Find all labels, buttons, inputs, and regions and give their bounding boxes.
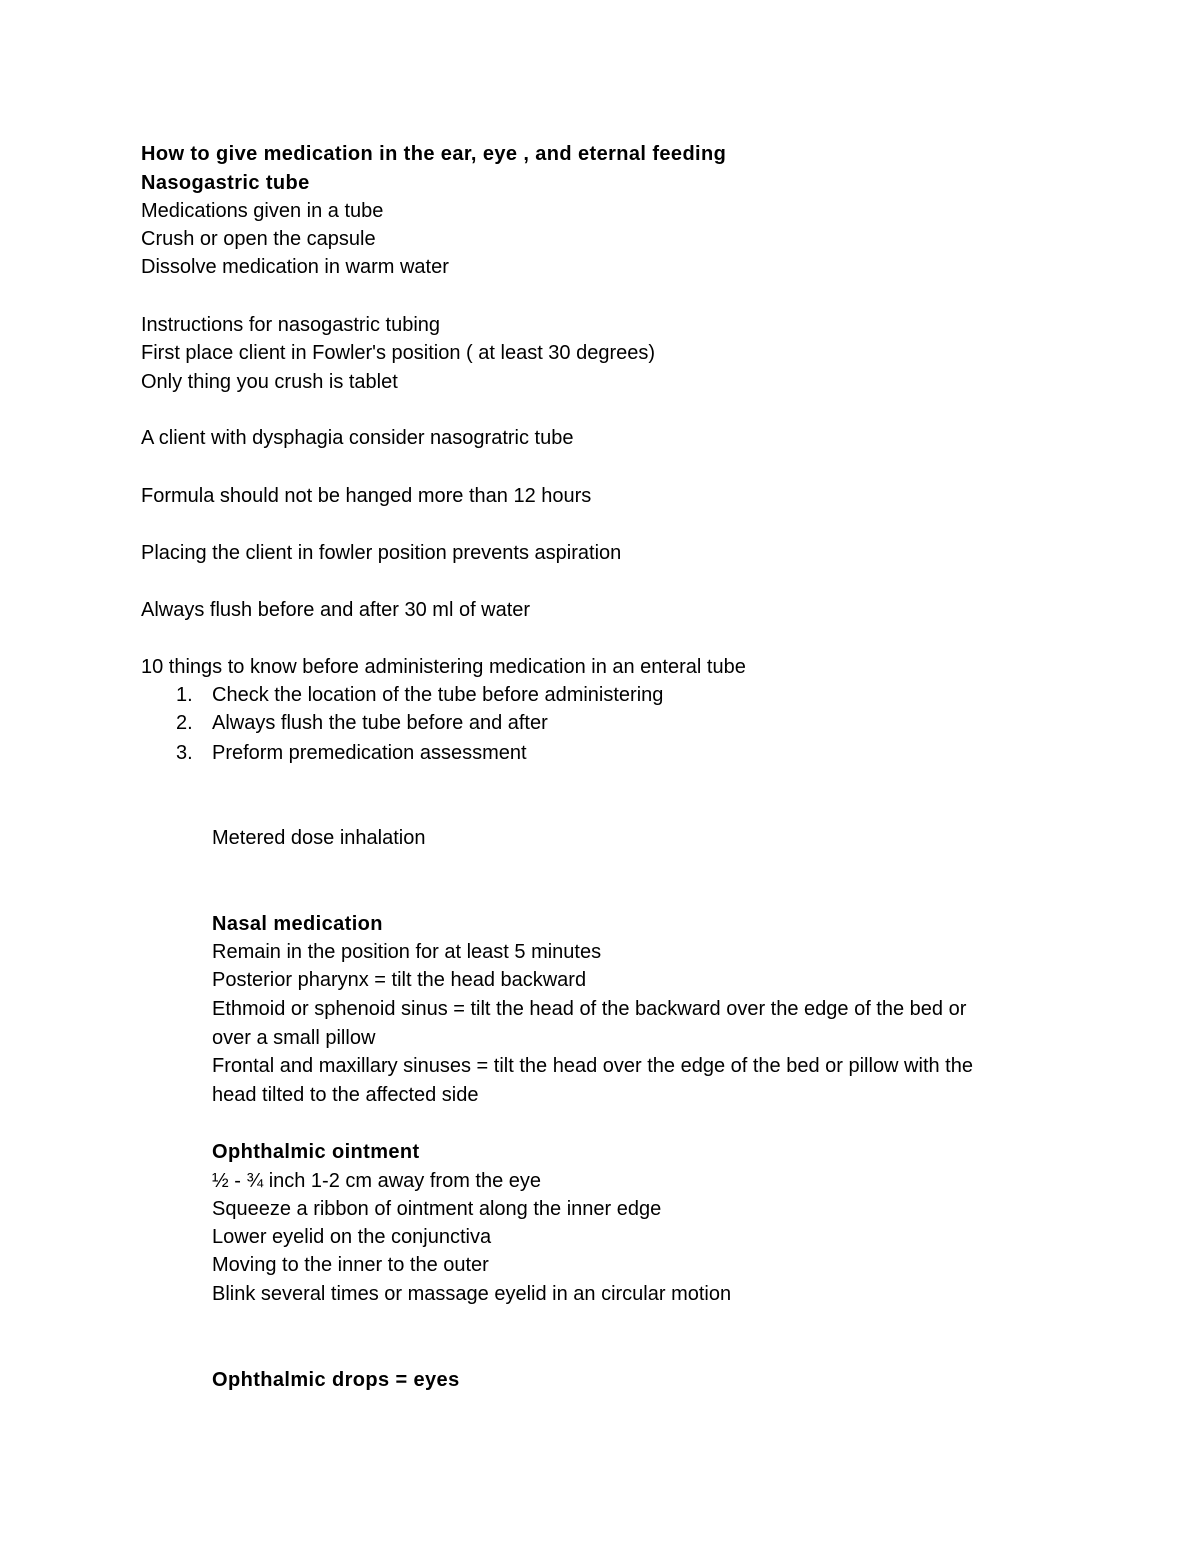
text-line: Squeeze a ribbon of ointment along the inner edge	[212, 1198, 662, 1220]
text-line: Posterior pharynx = tilt the head backward	[212, 969, 587, 991]
text-line: Blink several times or massage eyelid in an circular motion	[212, 1283, 732, 1305]
text-line: Frontal and maxillary sinuses = tilt the head over the edge of the bed or pillow with the	[212, 1055, 973, 1077]
list-number: 3.	[176, 742, 193, 764]
text-line: Formula should not be hanged more than 12 hours	[141, 485, 592, 507]
text-line: Metered dose inhalation	[212, 827, 426, 849]
text-line: Lower eyelid on the conjunctiva	[212, 1226, 492, 1248]
ointment-heading: Ophthalmic ointment	[212, 1141, 420, 1163]
text-line: Medications given in a tube	[141, 200, 384, 222]
text-line: Moving to the inner to the outer	[212, 1254, 489, 1276]
text-line: Placing the client in fowler position prevents aspiration	[141, 542, 622, 564]
list-number: 1.	[176, 684, 193, 706]
text-line: A client with dysphagia consider nasogratric tube	[141, 427, 574, 449]
text-line: Only thing you crush is tablet	[141, 371, 398, 393]
text-line: over a small pillow	[212, 1027, 376, 1049]
text-line: Always flush before and after 30 ml of water	[141, 599, 531, 621]
text-line: 10 things to know before administering medication in an enteral tube	[141, 656, 746, 678]
text-line: Ethmoid or sphenoid sinus = tilt the head of the backward over the edge of the bed or	[212, 998, 967, 1020]
text-line: Instructions for nasogastric tubing	[141, 314, 441, 336]
list-item: Check the location of the tube before administering	[212, 684, 664, 706]
text-line: Crush or open the capsule	[141, 228, 376, 250]
document-title: How to give medication in the ear, eye , and eternal feeding	[141, 143, 727, 165]
list-item: Always flush the tube before and after	[212, 712, 548, 734]
text-line: First place client in Fowler's position ( at least 30 degrees)	[141, 342, 656, 364]
list-item: Preform premedication assessment	[212, 742, 527, 764]
nasal-heading: Nasal medication	[212, 913, 383, 935]
text-line: Remain in the position for at least 5 minutes	[212, 941, 602, 963]
text-line: Dissolve medication in warm water	[141, 256, 449, 278]
nasogastric-heading: Nasogastric tube	[141, 172, 310, 194]
list-number: 2.	[176, 712, 193, 734]
text-line: head tilted to the affected side	[212, 1084, 479, 1106]
text-line: ½ - ¾ inch 1-2 cm away from the eye	[212, 1170, 542, 1192]
drops-heading: Ophthalmic drops = eyes	[212, 1369, 460, 1391]
